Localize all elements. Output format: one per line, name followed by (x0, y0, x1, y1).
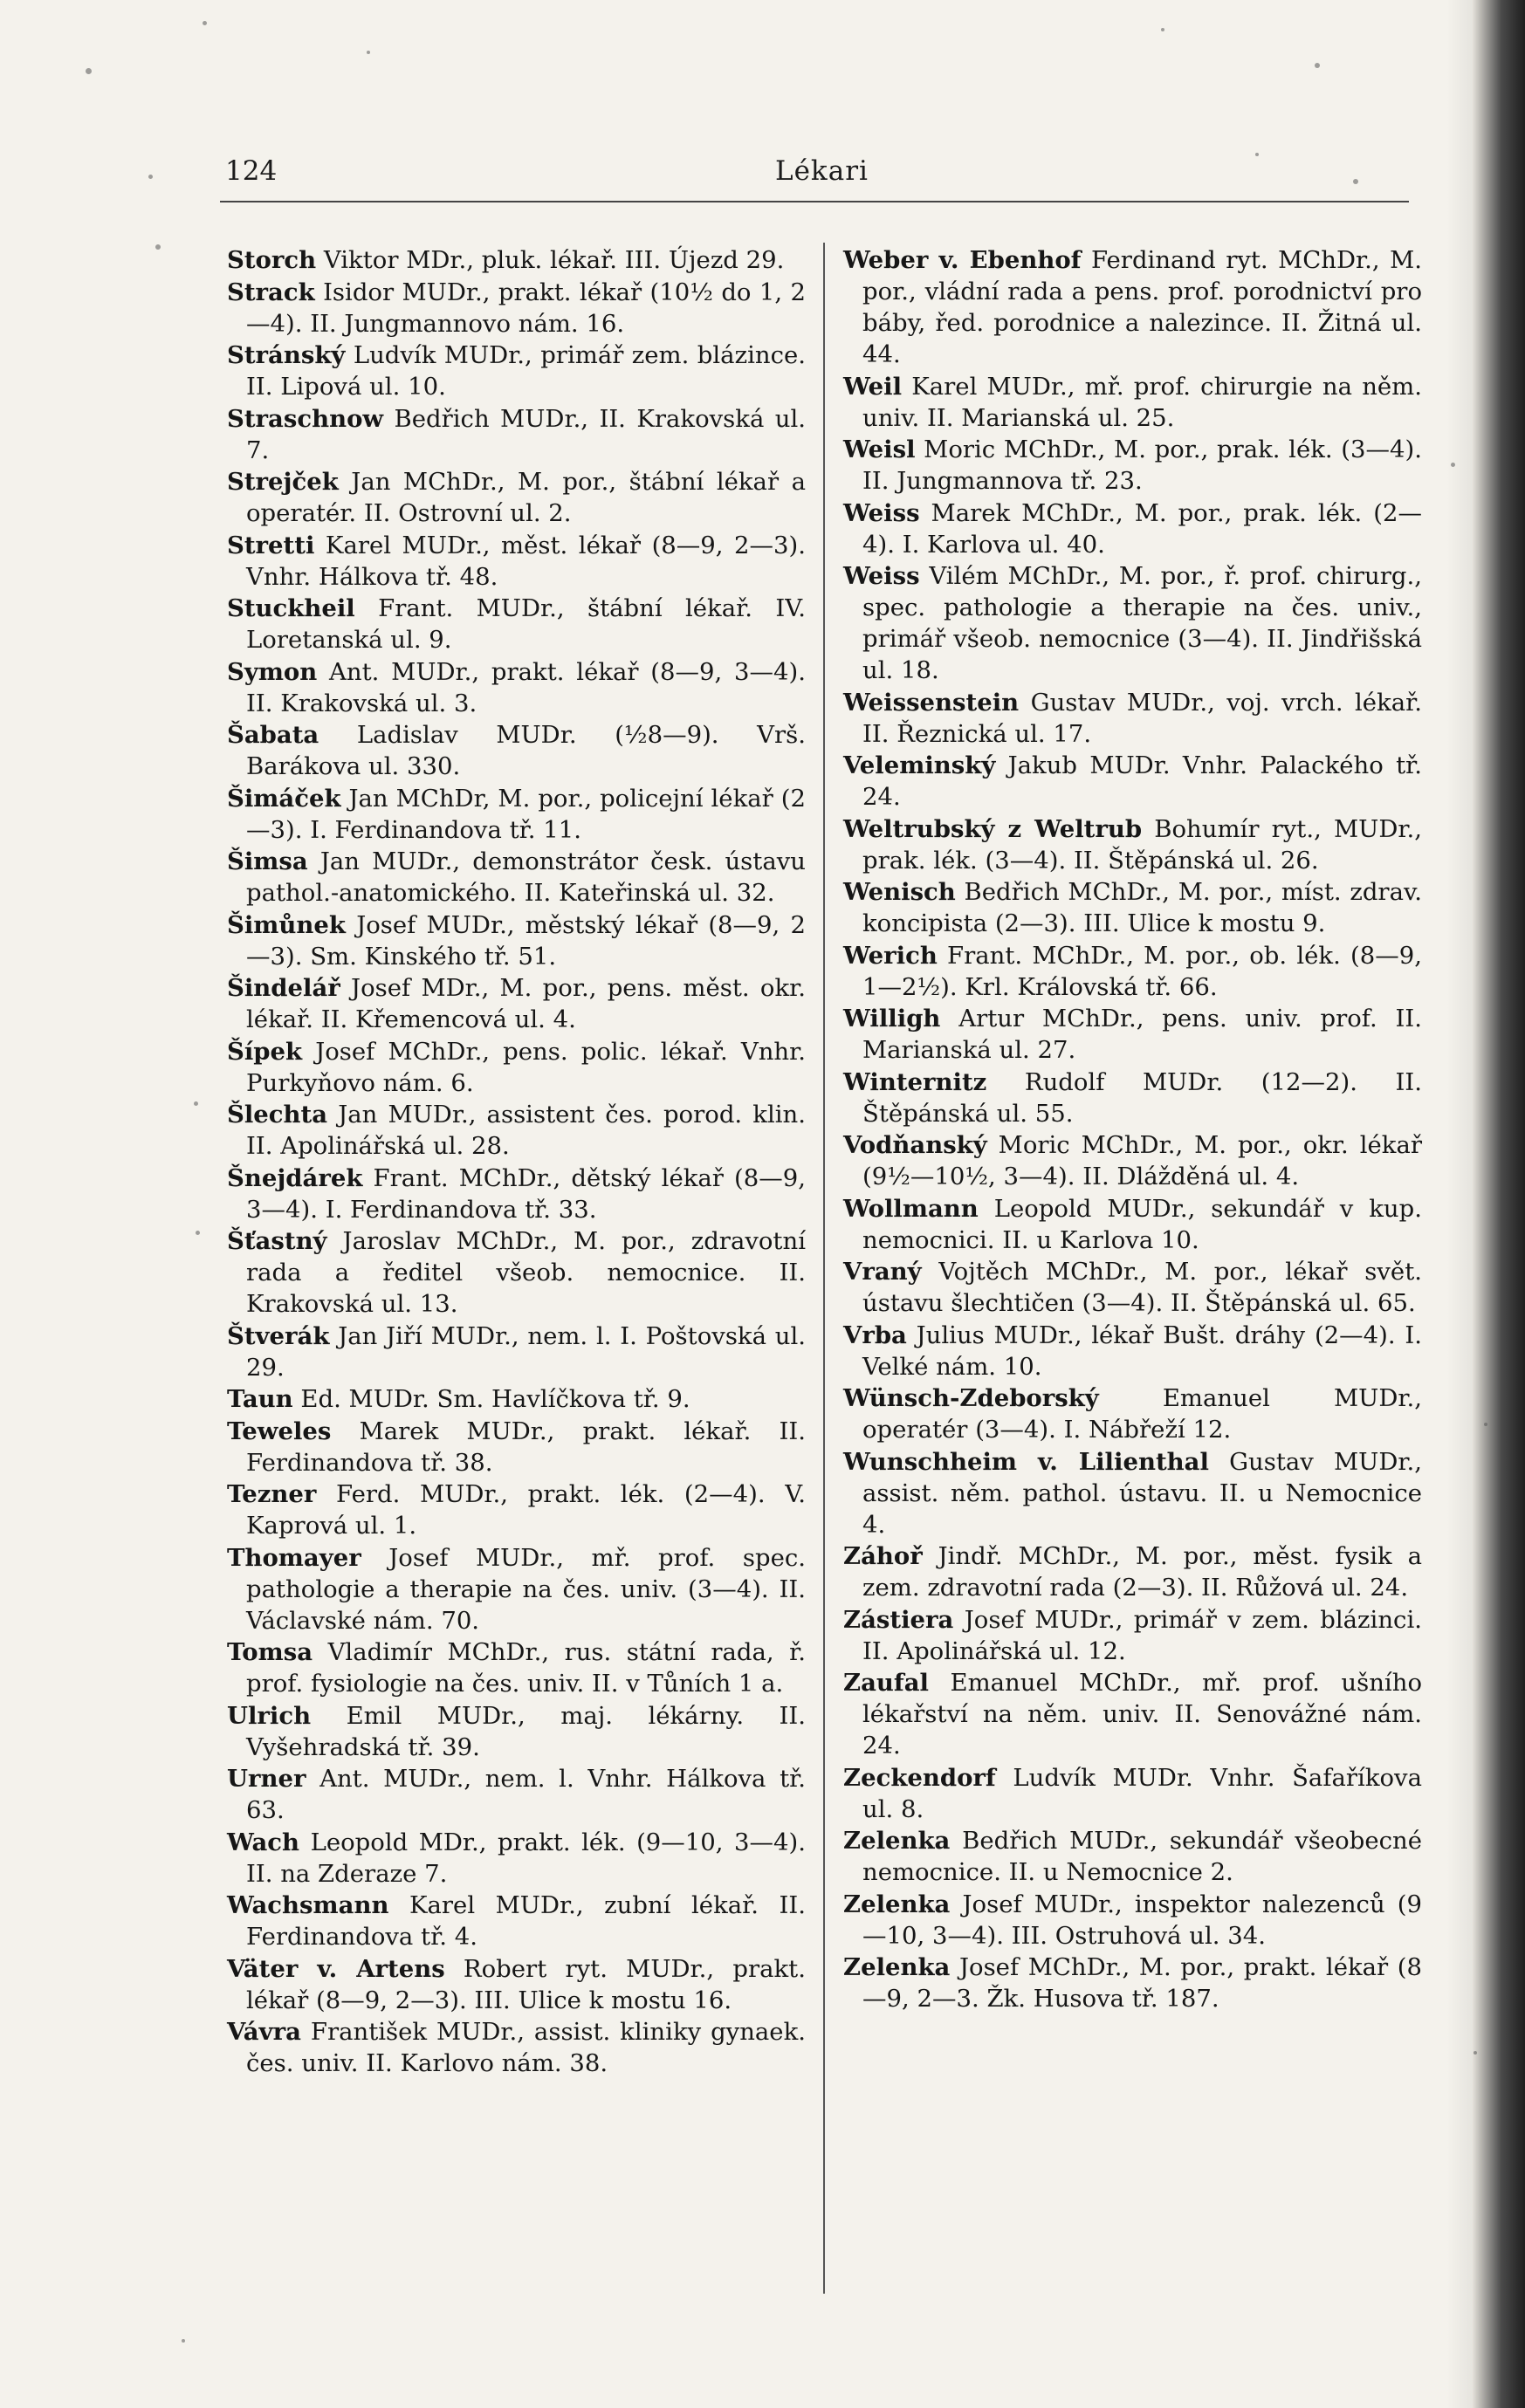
directory-entry (227, 846, 806, 909)
entry-surname: Tomsa (227, 1638, 313, 1666)
directory-entry (227, 1953, 806, 2016)
directory-entry (843, 1952, 1422, 2014)
entry-surname: Zelenka (843, 1890, 951, 1918)
entry-details: Bohumír ryt., MUDr., prak. lék. (3—4). II. Štěpánská ul. 26. (862, 814, 1422, 875)
entry-surname: Wach (227, 1828, 300, 1856)
entry-surname: Werich (843, 941, 938, 970)
entry-surname: Zeckendorf (843, 1763, 996, 1792)
directory-entry (843, 1889, 1422, 1952)
entry-surname: Stretti (227, 531, 315, 559)
entry-details: Jan MChDr, M. por., policejní lékař (2—3). I. Ferdinandova tř. 11. (246, 784, 806, 844)
directory-entry (227, 1478, 806, 1541)
entry-surname: Storch (227, 246, 317, 274)
speck (182, 2339, 185, 2343)
directory-entry (843, 244, 1422, 370)
entry-details: Josef MUDr., mř. prof. spec. pathologie a therapie na čes. univ. (3—4). II. Václavské nám. 70. (246, 1543, 806, 1635)
entry-surname: Tezner (227, 1480, 317, 1508)
right-column (843, 244, 1422, 2015)
directory-entry (843, 434, 1422, 497)
directory-entry (843, 1256, 1422, 1319)
directory-entry (843, 1193, 1422, 1256)
running-title: Lékari (775, 155, 869, 187)
entry-details: Bedřich MUDr., sekundář všeobecné nemocnice. II. u Nemocnice 2. (862, 1827, 1422, 1886)
directory-entry (227, 403, 806, 466)
entry-details: Ferdinand ryt. MChDr., M. por., vládní rada a pens. prof. porodnictví pro báby, řed. porodnice a nalezince. II. Žitná ul. 44. (862, 246, 1422, 368)
entry-details: Karel MUDr., zubní lékař. II. Ferdinandova tř. 4. (246, 1891, 806, 1951)
entry-details: Karel MUDr., měst. lékař (8—9, 2—3). Vnhr. Hálkova tř. 48. (246, 531, 806, 591)
directory-entry (227, 277, 806, 340)
speck (1161, 28, 1164, 31)
entry-surname: Šnejdárek (227, 1163, 363, 1192)
directory-entry (843, 1129, 1422, 1192)
entry-details: Vojtěch MChDr., M. por., lékař svět. ústavu šlechtičen (3—4). II. Štěpánská ul. 65. (862, 1258, 1422, 1317)
directory-entry (843, 687, 1422, 750)
directory-entry (227, 1827, 806, 1890)
directory-entry (843, 1320, 1422, 1382)
header-rule (220, 201, 1409, 202)
entry-surname: Wünsch-Zdeborský (843, 1384, 1099, 1412)
entry-details: Jan MUDr., demonstrátor česk. ústavu pathol.-anatomického. II. Kateřinská ul. 32. (246, 847, 806, 907)
entry-details: Julius MUDr., lékař Bušt. dráhy (2—4). I. Velké nám. 10. (862, 1321, 1422, 1381)
directory-entry (843, 940, 1422, 1003)
entry-surname: Šlechta (227, 1101, 328, 1129)
directory-entry (227, 783, 806, 846)
entry-details: Emanuel MUDr., operatér (3—4). I. Nábřeží 12. (862, 1384, 1422, 1444)
page-shadow (1446, 0, 1473, 2408)
entry-details: Ladislav MUDr. (½8—9). Vrš. Barákova ul. 330. (246, 721, 806, 780)
entry-surname: Wollmann (843, 1194, 979, 1223)
entry-surname: Wachsmann (227, 1891, 389, 1919)
directory-entry (227, 1763, 806, 1826)
entry-surname: Symon (227, 657, 318, 686)
directory-entry (227, 593, 806, 655)
entry-surname: Vodňanský (843, 1131, 987, 1159)
entry-details: Jakub MUDr. Vnhr. Palackého tř. 24. (862, 751, 1423, 811)
entry-details: Marek MChDr., M. por., prak. lék. (2—4). I. Karlova ul. 40. (862, 498, 1422, 559)
directory-entry (843, 750, 1422, 813)
directory-entry (227, 340, 806, 402)
entry-details: Bedřich MChDr., M. por., míst. zdrav. koncipista (2—3). III. Ulice k mostu 9. (862, 878, 1422, 937)
page-edge-shadow (1473, 0, 1525, 2408)
entry-surname: Weiss (843, 562, 920, 590)
directory-entry (227, 1636, 806, 1699)
entry-details: Josef MUDr., primář v zem. blázinci. II. Apolinářská ul. 12. (862, 1605, 1422, 1665)
directory-entry (843, 876, 1422, 939)
directory-entry (843, 1825, 1422, 1888)
entry-surname: Strack (227, 278, 315, 306)
page-header (225, 155, 1407, 199)
entry-details: Josef MChDr., M. por., prakt. lékař (8—9, 2—3. Žk. Husova tř. 187. (862, 1953, 1422, 2013)
entry-details: Bedřich MUDr., II. Krakovská ul. 7. (246, 404, 806, 464)
entry-details: Josef MUDr., městský lékař (8—9, 2—3). Sm. Kinského tř. 51. (246, 910, 806, 971)
entry-details: Gustav MUDr., assist. něm. pathol. ústavu. II. u Nemocnice 4. (862, 1447, 1422, 1539)
entry-surname: Šindelář (227, 974, 340, 1002)
entry-details: František MUDr., assist. kliniky gynaek. čes. univ. II. Karlovo nám. 38. (246, 2018, 806, 2077)
entry-details: Jindř. MChDr., M. por., měst. fysik a zem. zdravotní rada (2—3). II. Růžová ul. 24. (862, 1542, 1422, 1602)
directory-entry (227, 1890, 806, 1952)
entry-details: Frant. MChDr., M. por., ob. lék. (8—9, 1—2½). Krl. Královská tř. 66. (862, 941, 1422, 1001)
entry-surname: Šimsa (227, 847, 308, 875)
speck (1315, 63, 1320, 68)
directory-entry (227, 656, 806, 719)
directory-entry (227, 1383, 806, 1415)
entry-details: Ferd. MUDr., prakt. lék. (2—4). V. Kaprová ul. 1. (246, 1480, 806, 1540)
directory-entry (843, 1604, 1422, 1667)
directory-entry (227, 1163, 806, 1225)
page-number: 124 (225, 155, 278, 187)
entry-surname: Šimáček (227, 784, 341, 813)
entry-surname: Wenisch (843, 878, 956, 906)
directory-entry (843, 1667, 1422, 1761)
entry-details: Ant. MUDr., nem. l. Vnhr. Hálkova tř. 63. (246, 1765, 806, 1824)
entry-surname: Veleminský (843, 751, 996, 779)
entry-details: Frant. MChDr., dětský lékař (8—9, 3—4). I. Ferdinandova tř. 33. (246, 1163, 806, 1224)
entry-details: Moric MChDr., M. por., prak. lék. (3—4). II. Jungmannova tř. 23. (862, 436, 1422, 495)
entry-details: Leopold MUDr., sekundář v kup. nemocnici. II. u Karlova 10. (862, 1194, 1422, 1254)
column-divider (823, 243, 825, 2294)
entry-surname: Weltrubský z Weltrub (843, 814, 1143, 843)
directory-entry (227, 972, 806, 1035)
speck (203, 21, 207, 25)
entry-details: Gustav MUDr., voj. vrch. lékař. II. Řeznická ul. 17. (862, 688, 1422, 748)
entry-surname: Winternitz (843, 1067, 987, 1096)
entry-surname: Vávra (227, 2018, 301, 2046)
entry-details: Josef MDr., M. por., pens. měst. okr. lékař. II. Křemencová ul. 4. (246, 974, 806, 1033)
entry-details: Marek MUDr., prakt. lékař. II. Ferdinandova tř. 38. (246, 1417, 806, 1477)
entry-details: Frant. MUDr., štábní lékař. IV. Loretanská ul. 9. (246, 594, 807, 654)
speck (194, 1101, 198, 1106)
directory-entry (227, 1225, 806, 1320)
entry-details: Rudolf MUDr. (12—2). II. Štěpánská ul. 55. (862, 1067, 1422, 1128)
entry-surname: Šimůnek (227, 910, 346, 939)
speck (1473, 2051, 1477, 2055)
entry-details: Karel MUDr., mř. prof. chirurgie na něm. univ. II. Marianská ul. 25. (862, 372, 1422, 432)
entry-surname: Teweles (227, 1417, 332, 1445)
directory-entry (843, 497, 1422, 560)
directory-entry (843, 560, 1422, 686)
entry-surname: Thomayer (227, 1543, 361, 1572)
directory-entry (227, 1036, 806, 1099)
entry-details: Ed. MUDr. Sm. Havlíčkova tř. 9. (300, 1385, 690, 1413)
speck (155, 244, 161, 250)
entry-surname: Weiss (843, 498, 920, 527)
entry-surname: Stránský (227, 341, 346, 369)
entry-details: Ludvík MUDr., primář zem. blázince. II. Lipová ul. 10. (246, 341, 806, 401)
directory-entry (843, 371, 1422, 434)
entry-surname: Zástiera (843, 1605, 954, 1634)
entry-surname: Wunschheim v. Lilienthal (843, 1447, 1209, 1476)
directory-entry (227, 1321, 806, 1383)
entry-surname: Vrba (843, 1321, 907, 1349)
entry-details: Isidor MUDr., prakt. lékař (10½ do 1, 2—4). II. Jungmannovo nám. 16. (246, 278, 806, 338)
entry-details: Robert ryt. MUDr., prakt. lékař (8—9, 2—3). III. Ulice k mostu 16. (246, 1954, 806, 2014)
left-column (227, 244, 806, 2080)
directory-entry (227, 719, 806, 782)
entry-surname: Vraný (843, 1258, 922, 1286)
directory-entry (227, 1416, 806, 1478)
directory-entry (227, 909, 806, 972)
entry-surname: Weber v. Ebenhof (843, 246, 1082, 274)
speck (196, 1231, 200, 1235)
directory-entry (227, 2016, 806, 2079)
entry-details: Leopold MDr., prakt. lék. (9—10, 3—4). II. na Zderaze 7. (246, 1828, 806, 1888)
directory-entry (227, 1542, 806, 1636)
entry-surname: Záhoř (843, 1542, 923, 1570)
entry-details: Ludvík MUDr. Vnhr. Šafaříkova ul. 8. (862, 1763, 1422, 1823)
directory-entry (227, 530, 806, 593)
entry-surname: Zelenka (843, 1827, 951, 1855)
entry-surname: Šabata (227, 721, 319, 749)
directory-entry (843, 1540, 1422, 1603)
entry-details: Jan MUDr., assistent čes. porod. klin. II. Apolinářská ul. 28. (246, 1101, 806, 1160)
entry-details: Moric MChDr., M. por., okr. lékař (9½—10½, 3—4). II. Dlážděná ul. 4. (862, 1131, 1422, 1190)
speck (1484, 1423, 1487, 1426)
entry-details: Jan Jiří MUDr., nem. l. I. Poštovská ul. 29. (246, 1321, 807, 1382)
directory-entry (843, 1382, 1422, 1445)
speck (367, 51, 370, 54)
directory-entry (227, 244, 806, 276)
entry-surname: Väter v. Artens (227, 1954, 445, 1983)
directory-entry (843, 1762, 1422, 1825)
directory-entry (227, 1099, 806, 1162)
entry-surname: Štverák (227, 1321, 330, 1350)
entry-surname: Šťastný (227, 1227, 327, 1255)
directory-entry (227, 1700, 806, 1763)
entry-surname: Stuckheil (227, 594, 355, 622)
entry-surname: Zelenka (843, 1953, 951, 1981)
entry-details: Jan MChDr., M. por., štábní lékař a operatér. II. Ostrovní ul. 2. (246, 468, 806, 527)
directory-entry (843, 1067, 1422, 1129)
entry-surname: Urner (227, 1765, 306, 1793)
entry-surname: Weissenstein (843, 688, 1020, 717)
speck (148, 175, 153, 179)
entry-surname: Zaufal (843, 1669, 929, 1697)
entry-details: Viktor MDr., pluk. lékař. III. Újezd 29. (323, 246, 785, 274)
entry-surname: Straschnow (227, 404, 384, 433)
entry-surname: Taun (227, 1385, 293, 1413)
directory-entry (843, 1003, 1422, 1066)
entry-surname: Weil (843, 372, 903, 401)
entry-details: Josef MUDr., inspektor nalezenců (9—10, 3—4). III. Ostruhová ul. 34. (862, 1890, 1422, 1950)
entry-details: Vladimír MChDr., rus. státní rada, ř. prof. fysiologie na čes. univ. II. v Tůních 1 a. (246, 1638, 807, 1698)
entry-details: Emil MUDr., maj. lékárny. II. Vyšehradská tř. 39. (246, 1701, 806, 1761)
entry-surname: Strejček (227, 468, 339, 496)
speck (1451, 463, 1455, 467)
entry-surname: Willigh (843, 1005, 941, 1032)
speck (86, 68, 92, 74)
directory-entry (227, 466, 806, 529)
entry-details: Ant. MUDr., prakt. lékař (8—9, 3—4). II. Krakovská ul. 3. (246, 657, 806, 717)
directory-entry (843, 813, 1422, 876)
entry-details: Vilém MChDr., M. por., ř. prof. chirurg., spec. pathologie a therapie na čes. univ., primář všeob. nemocnice (3—4). II. Jindřišská ul. 18. (862, 562, 1422, 684)
entry-details: Artur MChDr., pens. univ. prof. II. Marianská ul. 27. (862, 1005, 1423, 1064)
entry-surname: Ulrich (227, 1701, 312, 1730)
entry-details: Jaroslav MChDr., M. por., zdravotní rada a ředitel všeob. nemocnice. II. Krakovská ul. 13. (246, 1227, 806, 1318)
directory-entry (843, 1446, 1422, 1540)
entry-details: Josef MChDr., pens. polic. lékař. Vnhr. Purkyňovo nám. 6. (246, 1037, 806, 1097)
entry-surname: Šípek (227, 1037, 303, 1066)
entry-details: Emanuel MChDr., mř. prof. ušního lékařství na něm. univ. II. Senovážné nám. 24. (862, 1669, 1422, 1760)
entry-surname: Weisl (843, 436, 916, 463)
